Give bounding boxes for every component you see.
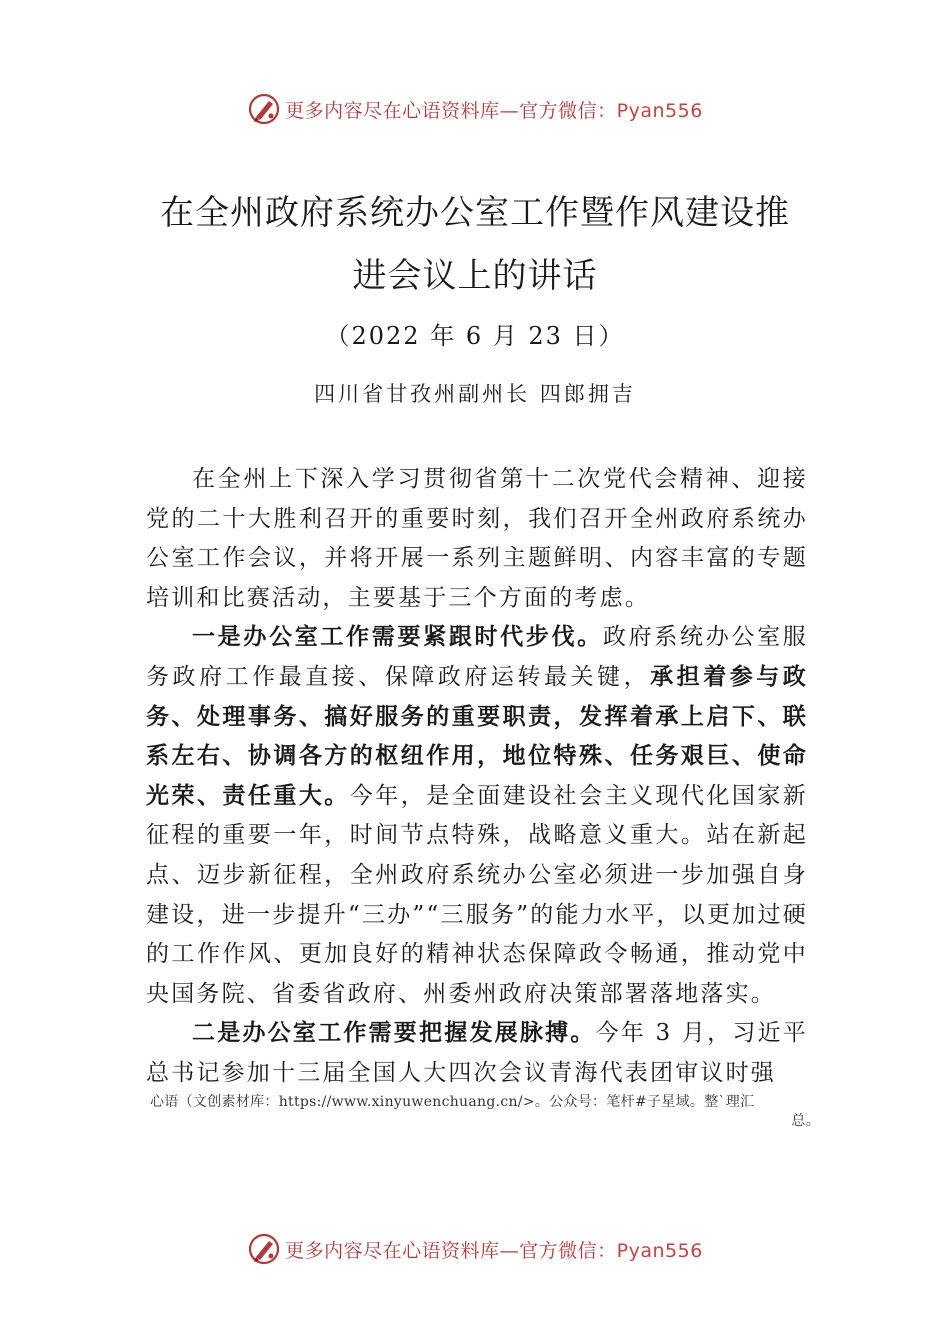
footer-watermark bbox=[0, 1232, 950, 1266]
pen-logo-icon bbox=[247, 1232, 281, 1266]
watermark-text bbox=[285, 96, 703, 123]
paragraph-point-two bbox=[146, 1014, 808, 1093]
source-note-text: 心语（文创素材库：https://www.xinyuwenchuang.cn/>。公众号：笔杆#子星域。整`理汇 bbox=[150, 1094, 755, 1110]
speech-body bbox=[146, 460, 808, 1094]
source-note bbox=[150, 1093, 840, 1131]
speech-date: （2022 年 6 月 23 日） bbox=[325, 322, 625, 350]
document-title-line2: 进会议上的讲话 bbox=[352, 256, 598, 296]
point-one-emphasis: 承担着参与政务、处理事务、搞好服务的重要职责，发挥着承上启下、联系左右、协调各方的枢纽作用，地位特殊、任务艰巨、使命光荣、责任重大。 bbox=[146, 663, 808, 809]
point-one-text-b: 今年，是全面建设社会主义现代化国家新征程的重要一年，时间节点特殊，战略意义重大。站在新起点、迈步新征程，全州政府系统办公室必须进一步加强自身建设，进一步提升“三办”“三服务”的能力水平，以更加过硬的工作作风、更加良好的精神状态保障政令畅通，推动党中央国务院、省委省政府、州委州政府决策部署落地落实。 bbox=[146, 782, 808, 1007]
wechat-id: Pyan556 bbox=[616, 99, 703, 122]
pen-logo-icon bbox=[247, 92, 281, 126]
wechat-id-footer: Pyan556 bbox=[616, 1239, 703, 1262]
watermark-text-footer bbox=[285, 1236, 703, 1263]
header-watermark bbox=[0, 92, 950, 126]
point-two-text: 今年 3 月，习近平总书记参加十三届全国人大四次会议青海代表团审议时强 bbox=[146, 1020, 808, 1086]
document-title-line1: 在全州政府系统办公室工作暨作风建设推 bbox=[160, 193, 790, 233]
paragraph-point-one bbox=[146, 618, 808, 1014]
watermark-label-footer: 更多内容尽在心语资料库—官方微信： bbox=[285, 1239, 617, 1262]
speech-author: 四川省甘孜州副州长 四郎拥吉 bbox=[314, 382, 636, 406]
point-two-heading: 二是办公室工作需要把握发展脉搏。 bbox=[192, 1020, 596, 1047]
watermark-label: 更多内容尽在心语资料库—官方微信： bbox=[285, 99, 617, 122]
point-one-text-a: 政府系统办公室服务政府工作最直接、保障政府运转最关键， bbox=[146, 624, 808, 690]
paragraph-intro: 在全州上下深入学习贯彻省第十二次党代会精神、迎接党的二十大胜利召开的重要时刻，我们召开全州政府系统办公室工作会议，并将开展一系列主题鲜明、内容丰富的专题培训和比赛活动，主要基于三个方面的考虑。 bbox=[146, 466, 808, 611]
point-one-heading: 一是办公室工作需要紧跟时代步伐。 bbox=[192, 624, 603, 651]
source-note-tail: 总。 bbox=[791, 1113, 820, 1129]
